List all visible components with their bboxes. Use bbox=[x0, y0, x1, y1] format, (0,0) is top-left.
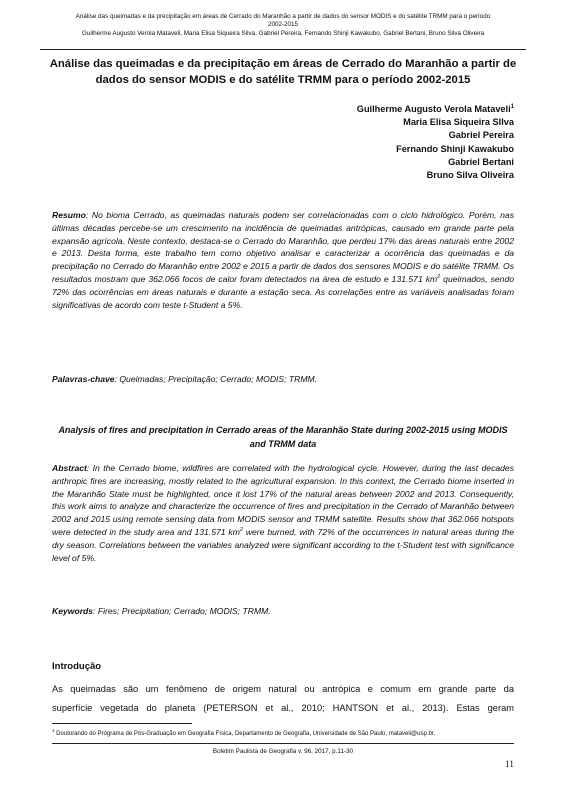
intro-line: superfície vegetada do planeta (PETERSON et al., 2010; HANTSON et al., 2013). Estas geram bbox=[52, 703, 514, 713]
journal-footer: Boletim Paulista de Geografia v. 96, 2017, p.11-30 bbox=[212, 748, 354, 755]
paper-title: Análise das queimadas e da precipitação em áreas de Cerrado do Maranhão a partir de dados do sensor MODIS e do satélite TRMM para o período 2002-2015 bbox=[49, 58, 517, 86]
footnote: $^1$ Doutorando do Programa de Pós-Graduação em Geografia Física, Departamento de Geografia, Universidade de São Paulo, mataveli@usp.br. bbox=[52, 728, 436, 737]
page-number: 11 bbox=[504, 760, 514, 770]
author: Bruno Silva Oliveira bbox=[426, 170, 514, 181]
section-heading-introducao: Introdução bbox=[52, 661, 102, 672]
intro-paragraph bbox=[52, 680, 514, 718]
keywords: Keywords: Fires; Precipitation; Cerrado; MODIS; TRMM. bbox=[52, 606, 271, 616]
footnote-marker: 1 bbox=[510, 104, 514, 110]
palavras-chave-label: Palavras-chave bbox=[52, 374, 115, 384]
running-header-title-line-2: 2002-2015 bbox=[267, 21, 299, 29]
footer-divider bbox=[52, 743, 514, 744]
header-divider bbox=[40, 49, 526, 50]
author-list bbox=[357, 101, 514, 182]
running-header-title-line: Análise das queimadas e da precipitação em áreas de Cerrado do Maranhão a partir de dados do sensor MODIS e do satélite TRMM para o período bbox=[75, 13, 491, 20]
abstract-paragraph: Abstract: In the Cerrado biome, wildfires are correlated with the hydrological cycle. However, during the last decades anthropic fires are increasing, mostly related to the agricultural expansion. In this context, the Cerrado biome inserted in the Maranhão State must be highlighted, once it lost 17% of the natural areas between 2002 and 2013. Consequently, this work aims to analyze and characterize the occurrence of fires and precipitation in the Cerrado of Maranhão between 2002 and 2015 using remote sensing data from MODIS sensor and TRMM satellite. Results show that 362.066 hotspots were detected in the study area and 131.571 $km^2$ were burned, with 72% of the occurrences in natural areas during the dry season. Correlations between the variables analyzed were significant according to the t-Student test with significance level of 5%. bbox=[52, 463, 514, 563]
author: Gabriel Bertani bbox=[448, 156, 514, 167]
running-header-authors: Guilherme Augusto Verola Mataveli, Maria Elisa Siqueira Silva, Gabriel Pereira, Fernando Shinji Kawakubo, Gabriel Bertani, Bruno Silva Oliveira bbox=[81, 29, 485, 37]
author: Gabriel Pereira bbox=[448, 130, 514, 141]
resumo-label: Resumo bbox=[52, 210, 86, 220]
footnote-divider bbox=[52, 723, 192, 724]
keywords-label: Keywords bbox=[52, 606, 94, 616]
intro-line: As queimadas são um fenômeno de origem natural ou antrópica e comum em grande parte da bbox=[52, 684, 514, 694]
english-title: Analysis of fires and precipitation in Cerrado areas of the Maranhão State during 2002-2015 using MODIS and TRMM data bbox=[58, 425, 508, 449]
author: Guilherme Augusto Verola Mataveli$^1$ bbox=[356, 104, 514, 115]
abstract-label: Abstract bbox=[52, 463, 87, 473]
author: Fernando Shinji Kawakubo bbox=[396, 143, 514, 154]
running-header bbox=[40, 13, 526, 38]
resumo-paragraph: Resumo: No bioma Cerrado, as queimadas naturais podem ser correlacionadas com o ciclo hidrológico. Porém, nas últimas décadas percebe-se um crescimento na incidência de queimadas antrópicas, causado em grande parte pela expansão agrícola. Neste contexto, destaca-se o Cerrado do Maranhão, que perdeu 17% das áreas naturais entre 2002 e 2013. Desta forma, este trabalho tem como objetivo analisar e caracterizar a ocorrência das queimadas e da precipitação no Cerrado do Maranhão entre 2002 e 2015 a partir de dados dos sensores MODIS e do satélite TRMM. Os resultados mostram que 362.066 focos de calor foram detectados na área de estudo e 131.571 $km^2$ queimados, sendo 72% das ocorrências em áreas naturais e durante a estação seca. As correlações entre as variáveis analisadas foram significativas de acordo com teste t-Student a 5%. bbox=[52, 210, 514, 310]
palavras-chave: Palavras-chave: Queimadas; Precipitação; Cerrado; MODIS; TRMM. bbox=[52, 374, 318, 384]
author: Maria Elisa Siqueira SIlva bbox=[403, 117, 514, 128]
